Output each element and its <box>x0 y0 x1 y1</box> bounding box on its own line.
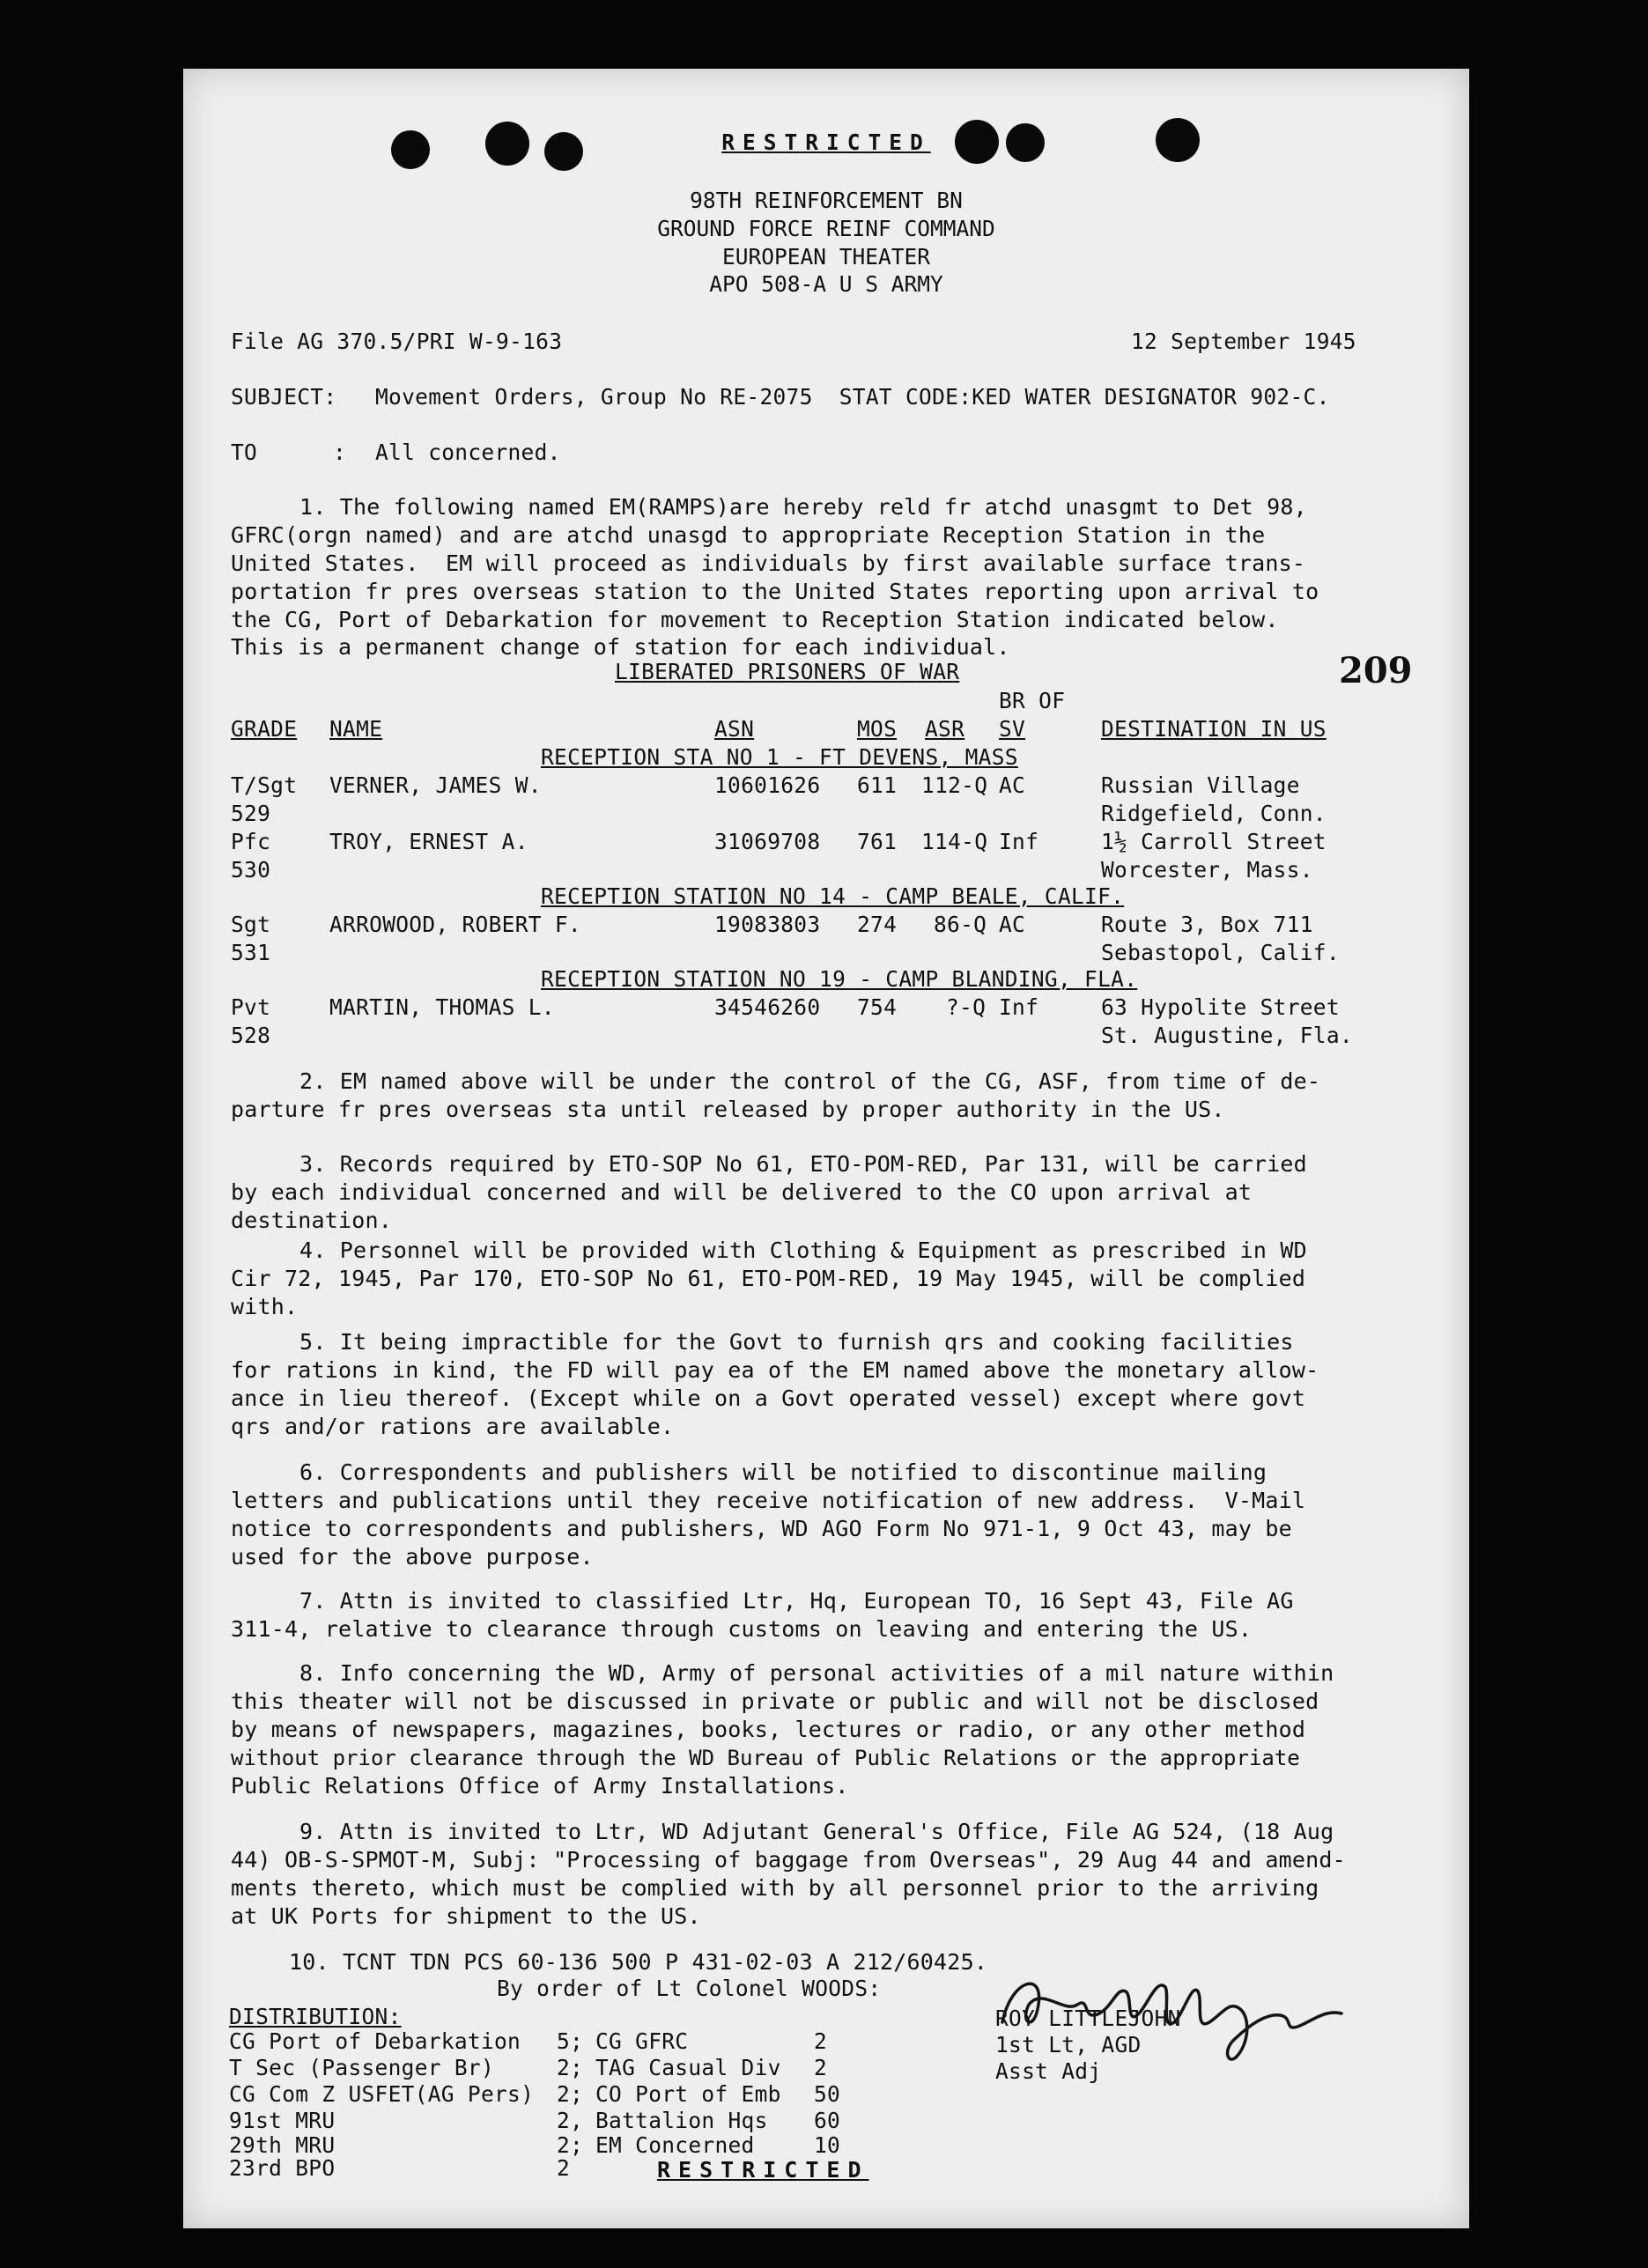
row-asr: 114-Q <box>921 829 988 854</box>
asn-header: ASN <box>714 716 755 742</box>
distribution-item: CG Com Z USFET(AG Pers) <box>229 2081 535 2107</box>
distribution-qty: 10 <box>814 2132 841 2158</box>
br-header-top: BR OF <box>999 688 1066 713</box>
paragraph-6-line: used for the above purpose. <box>231 1544 594 1570</box>
file-reference: File AG 370.5/PRI W-9-163 <box>231 329 563 354</box>
distribution-item: T Sec (Passenger Br) <box>229 2055 495 2080</box>
row-name: ARROWOOD, ROBERT F. <box>329 912 581 937</box>
distribution-item: CG Port of Debarkation <box>229 2028 521 2054</box>
paragraph-7-line: 7. Attn is invited to classified Ltr, Hq, European TO, 16 Sept 43, File AG <box>299 1588 1294 1614</box>
distribution-qty: 2; <box>557 2081 584 2107</box>
paragraph-9-line: ments thereto, which must be complied with by all personnel prior to the arriving <box>231 1875 1319 1901</box>
row-asr: 86-Q <box>934 912 987 937</box>
distribution-qty: 2; <box>557 2055 584 2080</box>
paragraph-3-line: 3. Records required by ETO-SOP No 61, ETO-POM-RED, Par 131, will be carried <box>299 1151 1307 1177</box>
distribution-item: CG GFRC <box>595 2028 689 2054</box>
distribution-qty: 5; <box>557 2028 584 2054</box>
paragraph-7-line: 311-4, relative to clearance through customs on leaving and entering the US. <box>231 1616 1253 1642</box>
row-destination: Worcester, Mass. <box>1101 857 1313 883</box>
unit-line: APO 508-A U S ARMY <box>709 271 943 297</box>
unit-line: 98TH REINFORCEMENT BN <box>690 188 963 213</box>
to-text: All concerned. <box>375 440 561 465</box>
paragraph-8-line: by means of newspapers, magazines, books, lectures or radio, or any other method <box>231 1717 1306 1742</box>
paragraph-9-line: 9. Attn is invited to Ltr, WD Adjutant General's Office, File AG 524, (18 Aug <box>299 1819 1334 1844</box>
distribution-qty: 60 <box>814 2108 841 2133</box>
distribution-item: Battalion Hqs <box>595 2108 768 2133</box>
row-br: Inf <box>999 994 1039 1020</box>
grade-header: GRADE <box>231 716 298 742</box>
row-grade: Pfc <box>231 829 271 854</box>
document-date: 12 September 1945 <box>1131 329 1356 354</box>
row-seq: 531 <box>231 940 271 965</box>
signer-title: Asst Adj <box>995 2058 1102 2084</box>
paragraph-5-line: 5. It being impractible for the Govt to furnish qrs and cooking facilities <box>299 1329 1294 1355</box>
row-name: MARTIN, THOMAS L. <box>329 994 555 1020</box>
unit-line: EUROPEAN THEATER <box>721 244 930 270</box>
row-seq: 528 <box>231 1023 271 1048</box>
subject-label: SUBJECT: <box>231 384 337 410</box>
row-seq: 529 <box>231 801 271 826</box>
signer-rank: 1st Lt, AGD <box>995 2032 1142 2057</box>
station-heading: RECEPTION STATION NO 19 - CAMP BLANDING, FLA. <box>541 966 1138 992</box>
paragraph-3-line: by each individual concerned and will be delivered to the CO upon arrival at <box>231 1179 1253 1205</box>
mos-header: MOS <box>857 716 898 742</box>
row-mos: 274 <box>857 912 898 937</box>
row-name: VERNER, JAMES W. <box>329 772 542 798</box>
row-destination: 1½ Carroll Street <box>1101 829 1327 854</box>
row-destination: Sebastopol, Calif. <box>1101 940 1340 965</box>
row-destination: Route 3, Box 711 <box>1101 912 1313 937</box>
paragraph-9-line: at UK Ports for shipment to the US. <box>231 1903 701 1929</box>
station-heading: RECEPTION STA NO 1 - FT DEVENS, MASS <box>541 744 1018 770</box>
list-title: LIBERATED PRISONERS OF WAR <box>615 659 960 684</box>
distribution-item: TAG Casual Div <box>595 2055 781 2080</box>
paragraph-3-line: destination. <box>231 1208 393 1233</box>
subject-text: Movement Orders, Group No RE-2075 STAT CODE:KED WATER DESIGNATOR 902-C. <box>375 384 1330 410</box>
distribution-item: EM Concerned <box>595 2132 755 2158</box>
row-br: AC <box>999 912 1026 937</box>
row-grade: Pvt <box>231 994 271 1020</box>
paragraph-6-line: letters and publications until they receive notification of new address. V-Mail <box>231 1488 1306 1513</box>
paragraph-8-line: Public Relations Office of Army Installations. <box>231 1773 849 1799</box>
row-asn: 19083803 <box>714 912 821 937</box>
paragraph-1-line: the CG, Port of Debarkation for movement to Reception Station indicated below. <box>231 607 1279 632</box>
asr-header: ASR <box>925 716 965 742</box>
paragraph-8-line: 8. Info concerning the WD, Army of personal activities of a mil nature within <box>299 1660 1334 1686</box>
distribution-qty: 2 <box>557 2155 571 2181</box>
paragraph-9-line: 44) OB-S-SPMOT-M, Subj: "Processing of baggage from Overseas", 29 Aug 44 and amend- <box>231 1847 1346 1873</box>
paragraph-1-line: portation fr pres overseas station to the United States reporting upon arrival to <box>231 579 1319 604</box>
paragraph-2-line: parture fr pres overseas sta until released by proper authority in the US. <box>231 1097 1225 1122</box>
distribution-label: DISTRIBUTION: <box>229 2004 402 2029</box>
distribution-qty: 2 <box>814 2055 828 2080</box>
paragraph-4-line: 4. Personnel will be provided with Clothing & Equipment as prescribed in WD <box>299 1237 1307 1263</box>
row-br: AC <box>999 772 1026 798</box>
paragraph-4-line: Cir 72, 1945, Par 170, ETO-SOP No 61, ETO-POM-RED, 19 May 1945, will be complied <box>231 1266 1306 1291</box>
paragraph-1-line: GFRC(orgn named) and are atchd unasgd to appropriate Reception Station in the <box>231 522 1266 548</box>
row-grade: T/Sgt <box>231 772 298 798</box>
signer-name: ROY LITTLEJOHN <box>995 2006 1181 2031</box>
row-name: TROY, ERNEST A. <box>329 829 528 854</box>
paragraph-1-line: 1. The following named EM(RAMPS)are hereby reld fr atchd unasgmt to Det 98, <box>299 494 1307 520</box>
paragraph-5-line: for rations in kind, the FD will pay ea of the EM named above the monetary allow- <box>231 1357 1319 1383</box>
unit-line: GROUND FORCE REINF COMMAND <box>657 216 995 241</box>
row-mos: 754 <box>857 994 898 1020</box>
distribution-qty: 2, <box>557 2108 584 2133</box>
row-br: Inf <box>999 829 1039 854</box>
row-mos: 611 <box>857 772 898 798</box>
to-label: TO <box>231 440 258 465</box>
row-asn: 10601626 <box>714 772 821 798</box>
row-destination: St. Augustine, Fla. <box>1101 1023 1353 1048</box>
distribution-item: 29th MRU <box>229 2132 336 2158</box>
row-seq: 530 <box>231 857 271 883</box>
row-destination: Russian Village <box>1101 772 1300 798</box>
classification-header: RESTRICTED <box>721 129 931 155</box>
paragraph-6-line: 6. Correspondents and publishers will be notified to discontinue mailing <box>299 1459 1267 1485</box>
row-destination: 63 Hypolite Street <box>1101 994 1340 1020</box>
paragraph-1-line: United States. EM will proceed as individuals by first available surface trans- <box>231 550 1306 576</box>
paragraph-8-line: this theater will not be discussed in private or public and will not be disclosed <box>231 1688 1319 1714</box>
paragraph-5-line: ance in lieu thereof. (Except while on a Govt operated vessel) except where govt <box>231 1385 1306 1411</box>
distribution-qty: 2; <box>557 2132 584 2158</box>
by-order-line: By order of Lt Colonel WOODS: <box>497 1976 882 2001</box>
destination-header: DESTINATION IN US <box>1101 716 1327 742</box>
paragraph-10: 10. TCNT TDN PCS 60-136 500 P 431-02-03 A 212/60425. <box>289 1949 988 1975</box>
distribution-item: CO Port of Emb <box>595 2081 781 2107</box>
distribution-qty: 2 <box>814 2028 828 2054</box>
name-header: NAME <box>329 716 383 742</box>
document-page <box>183 69 1469 2228</box>
to-separator: : <box>333 440 347 465</box>
row-asn: 34546260 <box>714 994 821 1020</box>
distribution-qty: 50 <box>814 2081 841 2107</box>
br-header-bottom: SV <box>999 716 1026 742</box>
paragraph-2-line: 2. EM named above will be under the control of the CG, ASF, from time of de- <box>299 1068 1321 1094</box>
row-mos: 761 <box>857 829 898 854</box>
paragraph-8-line: without prior clearance through the WD Bureau of Public Relations or the appropriate <box>231 1746 1300 1770</box>
page-number: 209 <box>1339 650 1413 691</box>
paragraph-5-line: qrs and/or rations are available. <box>231 1414 675 1439</box>
paragraph-4-line: with. <box>231 1294 299 1319</box>
row-grade: Sgt <box>231 912 271 937</box>
distribution-item: 23rd BPO <box>229 2155 336 2181</box>
distribution-item: 91st MRU <box>229 2108 336 2133</box>
row-asr: ?-Q <box>946 994 987 1020</box>
row-destination: Ridgefield, Conn. <box>1101 801 1327 826</box>
paragraph-6-line: notice to correspondents and publishers, WD AGO Form No 971-1, 9 Oct 43, may be <box>231 1516 1292 1541</box>
row-asn: 31069708 <box>714 829 821 854</box>
row-asr: 112-Q <box>921 772 988 798</box>
station-heading: RECEPTION STATION NO 14 - CAMP BEALE, CALIF. <box>541 883 1125 909</box>
classification-footer: RESTRICTED <box>657 2157 869 2183</box>
paragraph-1-line: This is a permanent change of station for each individual. <box>231 634 1010 660</box>
